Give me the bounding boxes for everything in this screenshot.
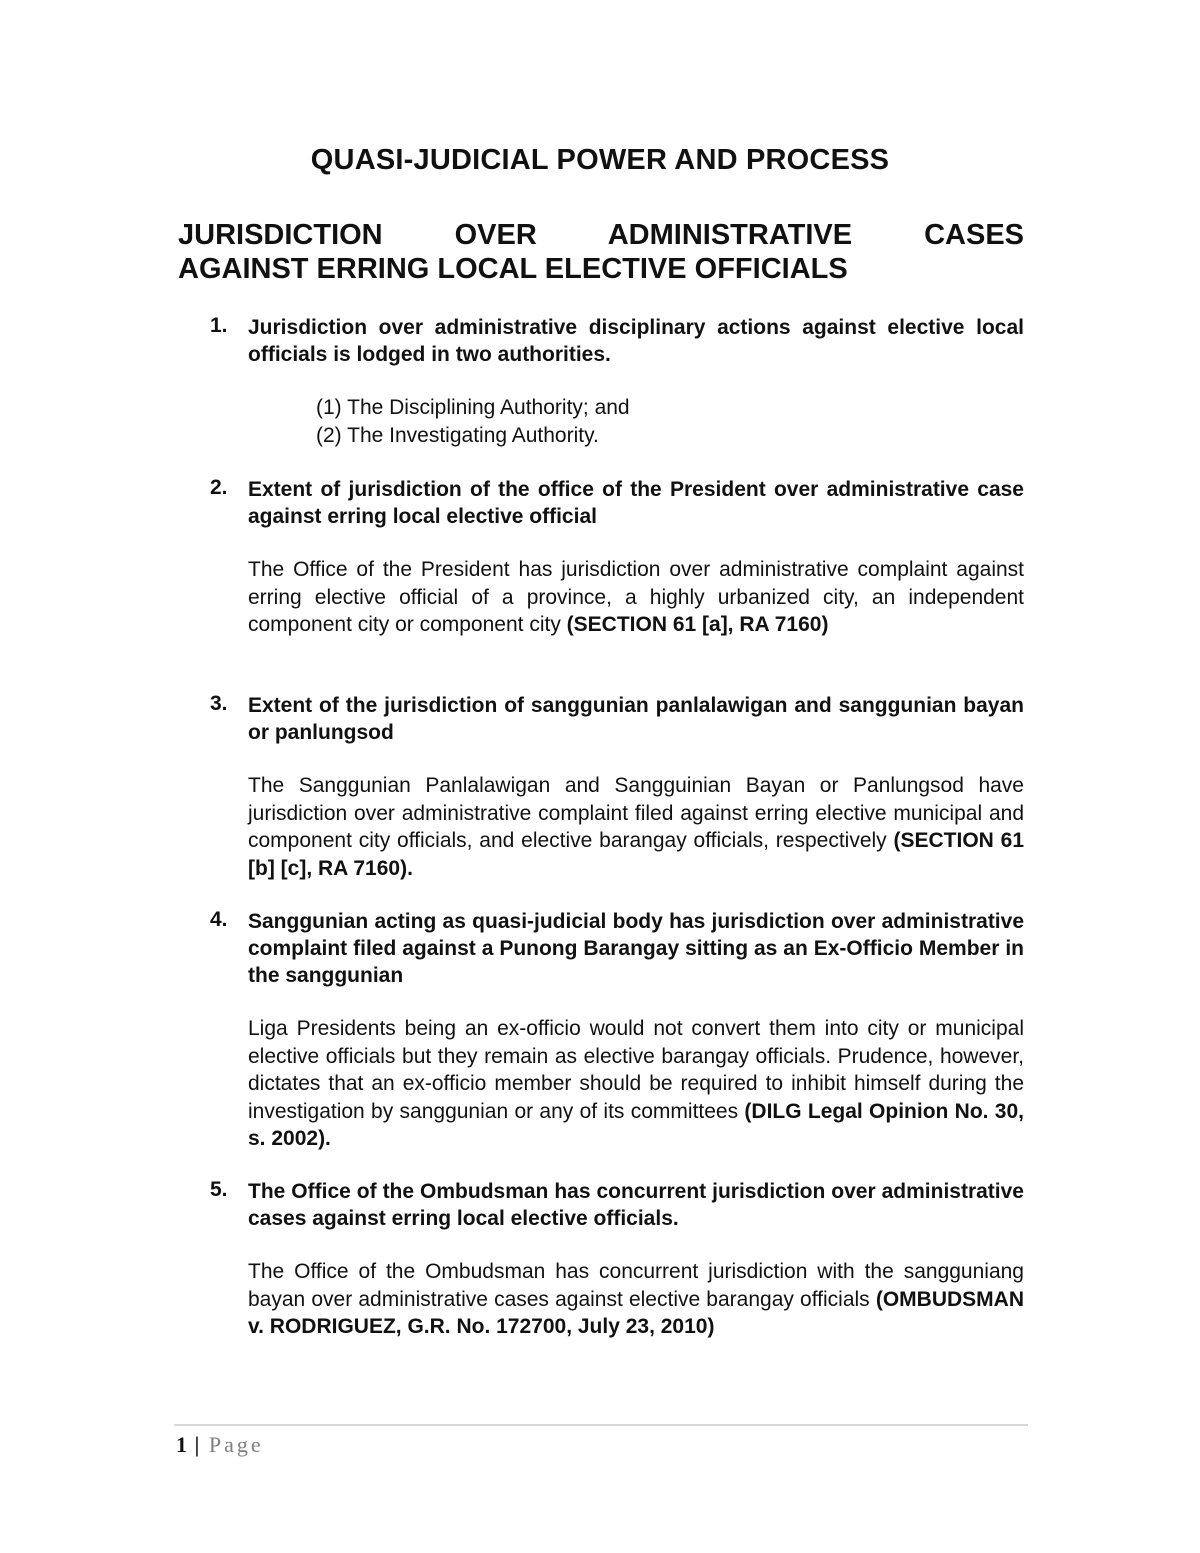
section-heading-line-1: JURISDICTION OVER ADMINISTRATIVE CASES	[178, 219, 1024, 251]
section-heading-line-2: AGAINST ERRING LOCAL ELECTIVE OFFICIALS	[178, 253, 848, 285]
page-label: Page	[208, 1432, 264, 1457]
footer-divider	[174, 1424, 1028, 1426]
legal-citation: (OMBUDSMAN v. RODRIGUEZ, G.R. No. 172700, July 23, 2010)	[248, 1287, 1024, 1338]
list-item-heading: The Office of the Ombudsman has concurrent jurisdiction over administrative cases against erring local elective officials.	[248, 1180, 1024, 1230]
list-item-2	[210, 476, 1024, 639]
list-item-heading: Extent of jurisdiction of the office of the President over administrative case against erring local elective official	[248, 478, 1024, 528]
document-title: QUASI-JUDICIAL POWER AND PROCESS	[310, 144, 890, 176]
list-item-body	[248, 1015, 1024, 1153]
section-heading	[178, 218, 1024, 286]
list-item-number: 5.	[210, 1178, 228, 1201]
body-text: The Sanggunian Panlalawigan and Sangguinian Bayan or Panlungsod have jurisdiction over administrative complaint filed against erring elective municipal and component city officials, and elective barangay officials, respectively	[248, 774, 1024, 852]
body-text: The Office of the Ombudsman has concurrent jurisdiction with the sangguniang bayan over administrative cases against elective barangay officials	[248, 1260, 1024, 1311]
authority-list-item: (1) The Disciplining Authority; and	[316, 396, 630, 419]
legal-citation: (SECTION 61 [a], RA 7160)	[566, 613, 829, 636]
list-item-number: 3.	[210, 692, 228, 715]
list-item-1	[210, 314, 1024, 449]
list-item-body	[248, 556, 1024, 639]
list-item-number: 1.	[210, 314, 228, 337]
list-item-body	[248, 1258, 1024, 1341]
legal-citation: (DILG Legal Opinion No. 30, s. 2002).	[248, 1099, 1024, 1150]
authority-list	[316, 394, 1024, 449]
page-number: 1	[176, 1432, 187, 1457]
list-item-heading: Sanggunian acting as quasi-judicial body has jurisdiction over administrative complaint filed against a Punong Barangay sitting as an Ex-Officio Member in the sanggunian	[248, 910, 1024, 987]
body-text: Liga Presidents being an ex-officio would not convert them into city or municipal elective officials but they remain as elective barangay officials. Prudence, however, dictates that an ex-officio member should be required to inhibit himself during the investigation by sanggunian or any of its committees	[248, 1017, 1024, 1123]
list-item-number: 2.	[210, 476, 228, 499]
list-item-3	[210, 692, 1024, 882]
list-item-heading: Jurisdiction over administrative disciplinary actions against elective local officials is lodged in two authorities.	[248, 316, 1024, 366]
list-item-5	[210, 1178, 1024, 1341]
body-text: The Office of the President has jurisdiction over administrative complaint against erring elective official of a province, a highly urbanized city, an independent component city or component city	[248, 558, 1024, 636]
page-footer	[176, 1432, 264, 1458]
legal-citation: (SECTION 61 [b] [c], RA 7160).	[248, 829, 1024, 880]
list-item-heading: Extent of the jurisdiction of sanggunian panlalawigan and sanggunian bayan or panlungsod	[248, 694, 1024, 744]
list-item-body	[248, 772, 1024, 882]
authority-list-item: (2) The Investigating Authority.	[316, 423, 599, 447]
footer-separator: |	[194, 1432, 200, 1457]
list-item-number: 4.	[210, 908, 228, 931]
list-item-4	[210, 908, 1024, 1153]
